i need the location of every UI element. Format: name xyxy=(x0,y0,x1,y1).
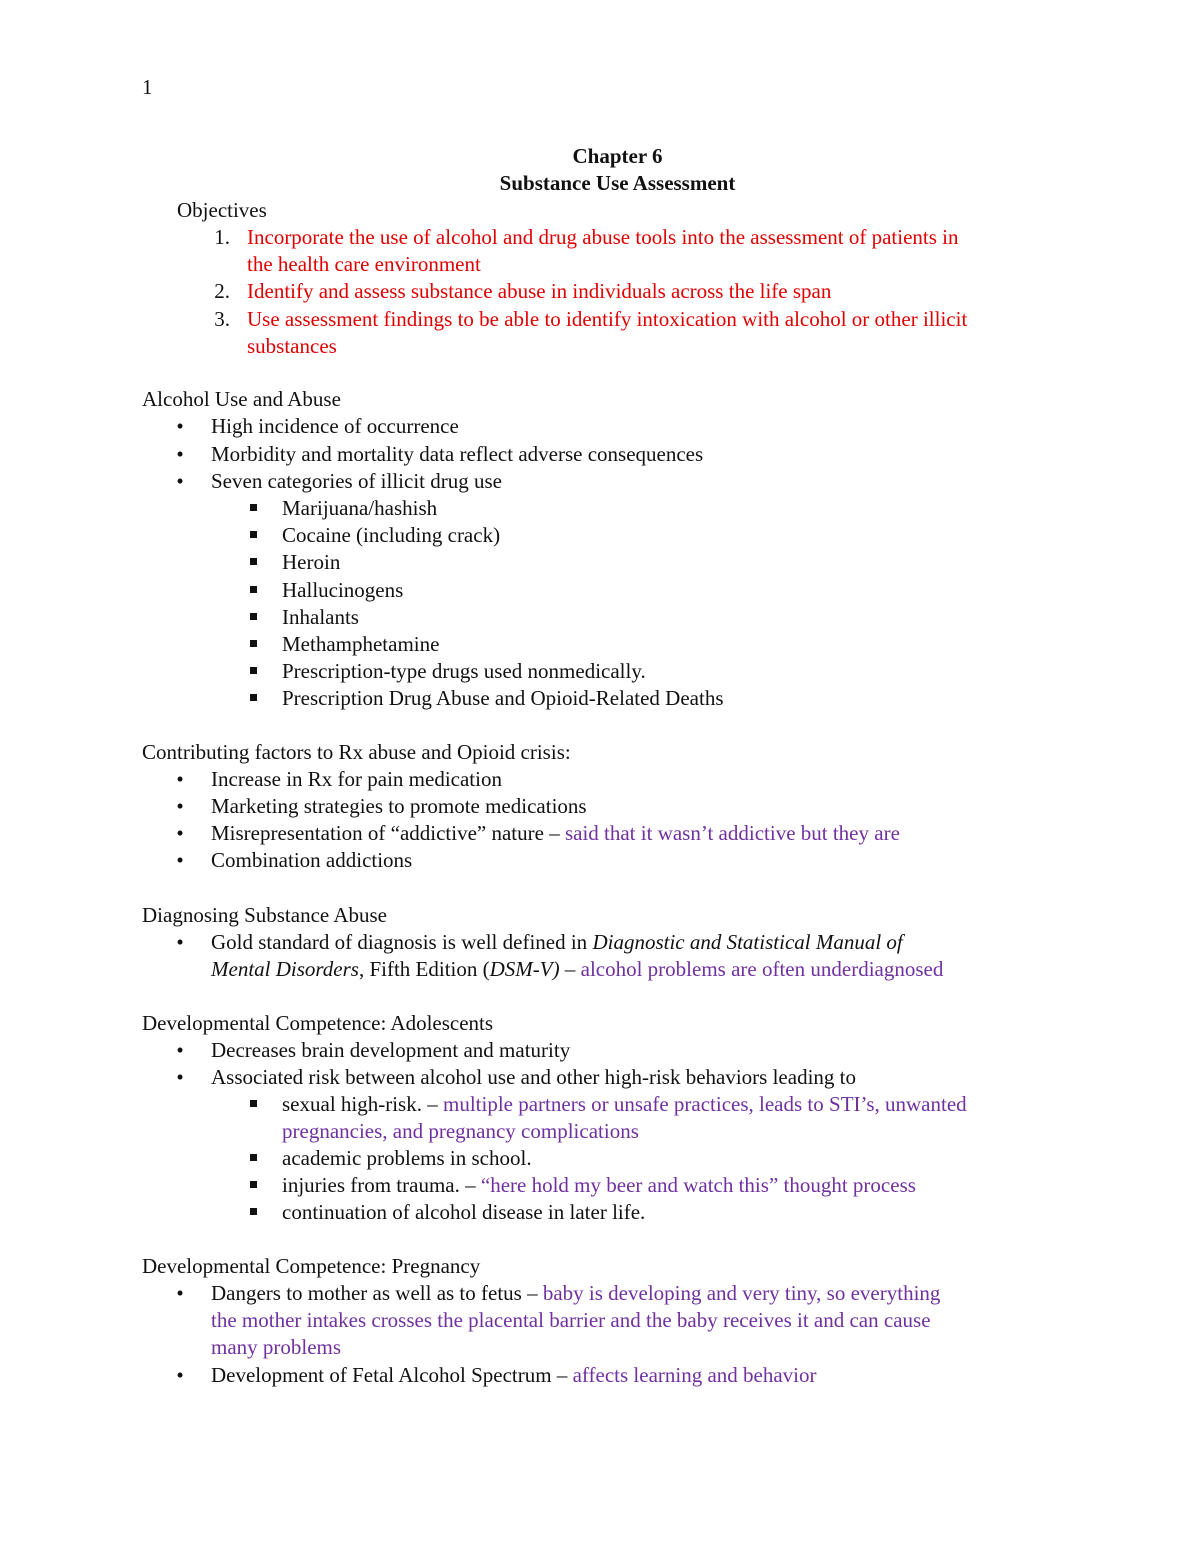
manual-title-italic: Mental Disorders xyxy=(211,957,359,981)
square-bullet xyxy=(250,640,257,647)
bullet-text xyxy=(211,929,903,956)
annotation-note: multiple partners or unsafe practices, leads to STI’s, unwanted xyxy=(442,1092,967,1116)
bullet-text-plain: Gold standard of diagnosis is well defined in xyxy=(211,930,588,954)
square-bullet xyxy=(250,1100,257,1107)
square-bullet xyxy=(250,1208,257,1215)
edition-text: , Fifth Edition ( xyxy=(358,957,490,981)
subitem-text: Methamphetamine xyxy=(282,632,440,656)
bullet-text-plain: Dangers to mother as well as to fetus – xyxy=(211,1281,538,1305)
chapter-subtitle: Substance Use Assessment xyxy=(499,171,736,195)
subitem-text: Prescription-type drugs used nonmedically. xyxy=(282,659,646,683)
dsm-abbrev-italic: DSM-V) xyxy=(489,957,560,981)
annotation-note-cont: the mother intakes crosses the placental barrier and the baby receives it and can cause xyxy=(211,1308,931,1332)
section-heading-adolescents: Developmental Competence: Adolescents xyxy=(142,1011,494,1035)
bullet-text-with-note xyxy=(211,820,900,847)
subitem-text: Marijuana/hashish xyxy=(282,496,438,520)
bullet-dot: • xyxy=(176,1281,184,1305)
bullet-text: Increase in Rx for pain medication xyxy=(211,767,502,791)
subitem-text: Inhalants xyxy=(282,605,359,629)
bullet-text: Misrepresentation of “addictive” nature – xyxy=(211,821,560,845)
square-bullet xyxy=(250,586,257,593)
bullet-dot: • xyxy=(176,442,184,466)
bullet-dot: • xyxy=(176,1065,184,1089)
chapter-title: Chapter 6 xyxy=(572,144,663,168)
section-heading-pregnancy: Developmental Competence: Pregnancy xyxy=(142,1254,481,1278)
bullet-text: Combination addictions xyxy=(211,848,413,872)
subitem-text: Prescription Drug Abuse and Opioid-Related Deaths xyxy=(282,686,724,710)
section-heading-alcohol: Alcohol Use and Abuse xyxy=(142,387,341,411)
objective-text: Identify and assess substance abuse in individuals across the life span xyxy=(247,279,832,303)
subitem-text: academic problems in school. xyxy=(282,1146,532,1170)
objective-number: 3. xyxy=(214,307,230,331)
manual-title-italic: Diagnostic and Statistical Manual of xyxy=(592,930,903,954)
annotation-note: “here hold my beer and watch this” thought process xyxy=(480,1173,916,1197)
annotation-note-cont: pregnancies, and pregnancy complications xyxy=(282,1119,639,1143)
annotation-note: said that it wasn’t addictive but they are xyxy=(564,821,900,845)
section-heading-diagnosing: Diagnosing Substance Abuse xyxy=(142,903,387,927)
subitem-text: Hallucinogens xyxy=(282,578,404,602)
square-bullet xyxy=(250,531,257,538)
square-bullet xyxy=(250,504,257,511)
objective-number: 2. xyxy=(214,279,230,303)
square-bullet xyxy=(250,1181,257,1188)
subitem-label: sexual high-risk. – xyxy=(282,1092,438,1116)
bullet-text-plain: Development of Fetal Alcohol Spectrum – xyxy=(211,1363,568,1387)
bullet-dot: • xyxy=(176,469,184,493)
bullet-dot: • xyxy=(176,1363,184,1387)
bullet-text: Morbidity and mortality data reflect adverse consequences xyxy=(211,442,704,466)
annotation-note: affects learning and behavior xyxy=(572,1363,817,1387)
subitem-text xyxy=(282,1172,916,1199)
bullet-dot: • xyxy=(176,794,184,818)
subitem-label: injuries from trauma. – xyxy=(282,1173,476,1197)
bullet-text: High incidence of occurrence xyxy=(211,414,459,438)
square-bullet xyxy=(250,613,257,620)
bullet-text: Decreases brain development and maturity xyxy=(211,1038,571,1062)
bullet-text: Seven categories of illicit drug use xyxy=(211,469,502,493)
subitem-text xyxy=(282,1091,967,1118)
bullet-text: Associated risk between alcohol use and other high-risk behaviors leading to xyxy=(211,1065,856,1089)
objectives-heading: Objectives xyxy=(177,198,267,222)
square-bullet xyxy=(250,1154,257,1161)
bullet-dot: • xyxy=(176,821,184,845)
annotation-note-cont: many problems xyxy=(211,1335,342,1359)
objective-text-cont: substances xyxy=(247,334,337,358)
square-bullet xyxy=(250,667,257,674)
bullet-text-cont xyxy=(211,956,943,983)
square-bullet xyxy=(250,694,257,701)
subitem-text: Heroin xyxy=(282,550,341,574)
bullet-text xyxy=(211,1362,817,1389)
bullet-dot: • xyxy=(176,767,184,791)
objective-text-cont: the health care environment xyxy=(247,252,481,276)
subitem-text: Cocaine (including crack) xyxy=(282,523,501,547)
objective-number: 1. xyxy=(214,225,230,249)
bullet-dot: • xyxy=(176,1038,184,1062)
annotation-note: alcohol problems are often underdiagnosed xyxy=(580,957,944,981)
section-heading-contributing: Contributing factors to Rx abuse and Opioid crisis: xyxy=(142,740,571,764)
dash: – xyxy=(559,957,576,981)
square-bullet xyxy=(250,558,257,565)
objective-text: Incorporate the use of alcohol and drug abuse tools into the assessment of patients in xyxy=(247,225,959,249)
bullet-text xyxy=(211,1280,940,1307)
annotation-note: baby is developing and very tiny, so everything xyxy=(542,1281,941,1305)
bullet-dot: • xyxy=(176,414,184,438)
objective-text: Use assessment findings to be able to identify intoxication with alcohol or other illicit xyxy=(247,307,968,331)
bullet-text: Marketing strategies to promote medications xyxy=(211,794,587,818)
bullet-dot: • xyxy=(176,930,184,954)
page-number: 1 xyxy=(142,75,153,99)
subitem-text: continuation of alcohol disease in later life. xyxy=(282,1200,646,1224)
bullet-dot: • xyxy=(176,848,184,872)
